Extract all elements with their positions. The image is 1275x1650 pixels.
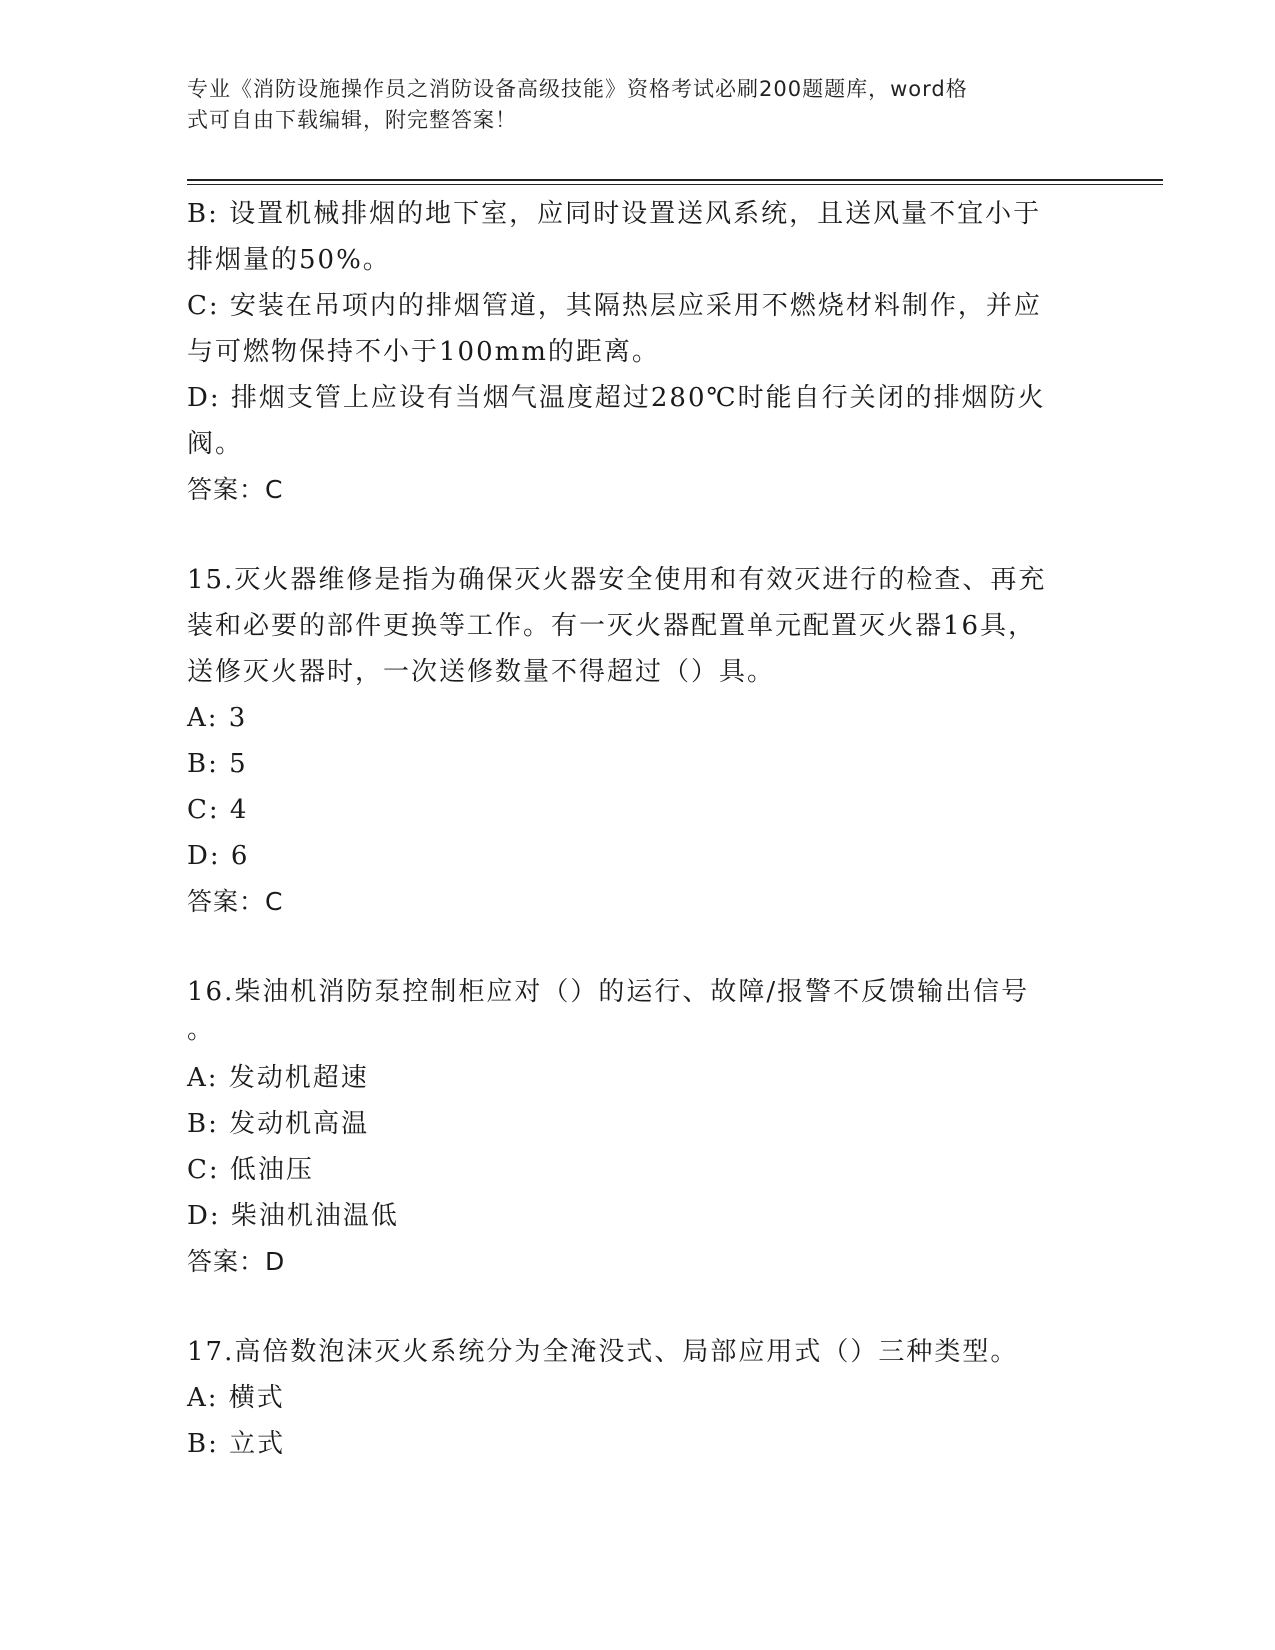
header-rule-thin (187, 184, 1163, 185)
question-16 (187, 969, 1087, 1285)
option-b: B: 5 (187, 749, 248, 779)
option-line: 与可燃物保持不小于100mm的距离。 (187, 337, 660, 367)
option-c: C: 低油压 (187, 1155, 314, 1185)
option-a: A: 发动机超速 (187, 1063, 369, 1093)
question-stem-line: 15.灭火器维修是指为确保灭火器安全使用和有效灭进行的检查、再充 (187, 565, 1047, 595)
document-header (187, 74, 1087, 136)
option-d (187, 375, 1087, 467)
option-line: B: 设置机械排烟的地下室，应同时设置送风系统，且送风量不宜小于 (187, 199, 1042, 229)
question-stem-line: 。 (187, 1015, 216, 1045)
option-c: C: 4 (187, 795, 249, 825)
prev-question (187, 191, 1087, 513)
header-rule-thick (187, 179, 1163, 181)
question-stem-line: 16.柴油机消防泵控制柜应对（）的运行、故障/报警不反馈输出信号 (187, 977, 1030, 1007)
header-line-1: 专业《消防设施操作员之消防设备高级技能》资格考试必刷200题题库，word格 (187, 77, 968, 101)
question-17 (187, 1329, 1087, 1467)
spacer (187, 925, 1087, 969)
option-c (187, 283, 1087, 375)
option-line: 排烟量的50%。 (187, 245, 391, 275)
option-a: A: 3 (187, 703, 248, 733)
document-body (187, 191, 1087, 1467)
spacer (187, 1285, 1087, 1329)
option-b (187, 191, 1087, 283)
option-b: B: 发动机高温 (187, 1109, 370, 1139)
option-d: D: 柴油机油温低 (187, 1201, 399, 1231)
answer-line: 答案：D (187, 1247, 286, 1276)
answer-line: 答案：C (187, 475, 284, 504)
option-line: D: 排烟支管上应设有当烟气温度超过280℃时能自行关闭的排烟防火 (187, 383, 1046, 413)
header-line-2: 式可自由下载编辑，附完整答案！ (187, 108, 517, 132)
option-line: C: 安装在吊项内的排烟管道，其隔热层应采用不燃烧材料制作，并应 (187, 291, 1042, 321)
question-stem-line: 装和必要的部件更换等工作。有一灭火器配置单元配置灭火器16具， (187, 611, 1037, 641)
question-stem-line: 17.高倍数泡沫灭火系统分为全淹没式、局部应用式（）三种类型。 (187, 1337, 1019, 1367)
answer-line: 答案：C (187, 887, 284, 916)
option-b: B: 立式 (187, 1429, 286, 1459)
option-line: 阀。 (187, 429, 244, 459)
question-stem-line: 送修灭火器时，一次送修数量不得超过（）具。 (187, 657, 776, 687)
option-d: D: 6 (187, 841, 250, 871)
option-a: A: 横式 (187, 1383, 285, 1413)
question-15 (187, 557, 1087, 925)
spacer (187, 513, 1087, 557)
